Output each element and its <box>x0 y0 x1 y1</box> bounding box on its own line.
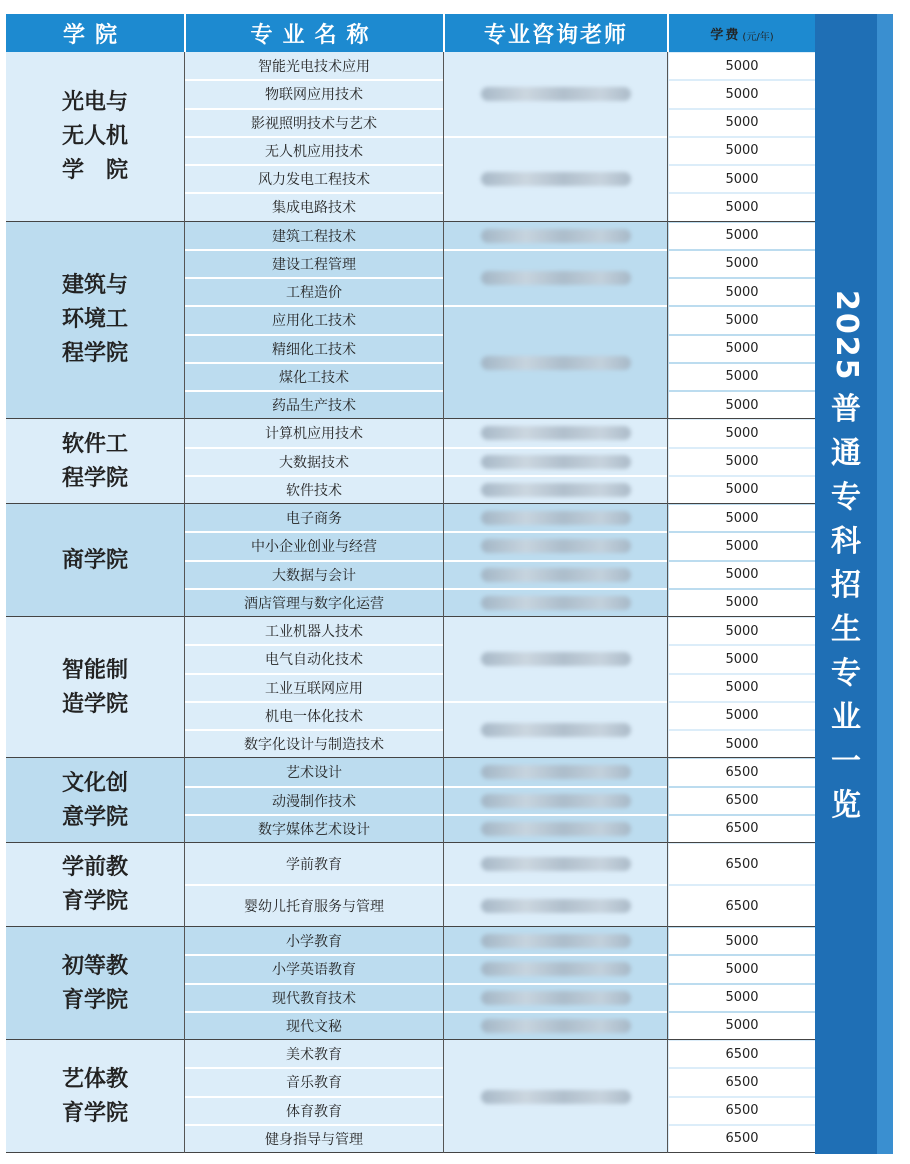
major-name: 动漫制作技术 <box>272 793 356 810</box>
tuition-value: 5000 <box>669 392 815 418</box>
redacted-contact <box>481 1019 631 1033</box>
tuition-value: 6500 <box>669 816 815 842</box>
tuition-cell <box>668 815 816 843</box>
major-name: 应用化工技术 <box>272 313 356 330</box>
tuition-value: 5000 <box>669 731 815 757</box>
tuition-cell <box>668 1125 816 1153</box>
side-title-char: 普 <box>831 391 861 427</box>
major-name: 精细化工技术 <box>272 341 356 358</box>
row-divider <box>185 1096 443 1098</box>
major-name: 机电一体化技术 <box>265 708 363 725</box>
tuition-value: 5000 <box>669 279 815 305</box>
tuition-value: 5000 <box>669 223 815 249</box>
redacted-contact <box>481 822 631 836</box>
row-divider <box>185 644 443 646</box>
teacher-divider <box>444 447 667 449</box>
college-divider <box>6 1152 815 1153</box>
tuition-value: 5000 <box>669 307 815 333</box>
tuition-value: 6500 <box>669 1069 815 1095</box>
redacted-contact <box>481 356 631 370</box>
teacher-cell <box>444 589 667 617</box>
tuition-value: 5000 <box>669 646 815 672</box>
side-title-char: 科 <box>831 523 861 559</box>
teacher-cell <box>444 448 667 476</box>
major-name: 建筑工程技术 <box>272 228 356 245</box>
major-name: 学前教育 <box>286 857 342 873</box>
tuition-cell <box>668 419 816 447</box>
teacher-cell <box>444 984 667 1012</box>
tuition-value: 5000 <box>669 138 815 164</box>
row-divider <box>185 447 443 449</box>
redacted-contact <box>481 568 631 582</box>
header-fee: 学费 (元/年) <box>669 14 815 52</box>
tuition-cell <box>668 730 816 758</box>
teacher-divider <box>444 305 667 307</box>
major-name: 现代教育技术 <box>272 990 356 1007</box>
teacher-cell <box>444 702 667 759</box>
major-name: 工业机器人技术 <box>265 624 363 641</box>
tuition-value: 6500 <box>669 1098 815 1124</box>
teacher-divider <box>444 531 667 533</box>
tuition-cell <box>668 561 816 589</box>
tuition-cell <box>668 1097 816 1125</box>
major-name: 小学英语教育 <box>272 962 356 979</box>
column-divider <box>443 52 444 1153</box>
teacher-cell <box>444 1040 667 1153</box>
column-divider <box>184 52 185 1153</box>
college-name: 学前教 育学院 <box>61 855 128 914</box>
header-college: 学院 <box>6 14 184 52</box>
row-divider <box>185 334 443 336</box>
tuition-cell <box>668 391 816 419</box>
tuition-value: 5000 <box>669 956 815 982</box>
major-name: 音乐教育 <box>286 1075 342 1092</box>
row-divider <box>185 729 443 731</box>
side-title-char: 招 <box>831 567 861 603</box>
tuition-cell <box>668 448 816 476</box>
row-divider <box>185 954 443 956</box>
tuition-value: 5000 <box>669 53 815 79</box>
tuition-value: 5000 <box>669 364 815 390</box>
tuition-cell <box>668 843 816 885</box>
tuition-cell <box>668 278 816 306</box>
teacher-cell <box>444 476 667 504</box>
row-divider <box>185 701 443 703</box>
teacher-cell <box>444 955 667 983</box>
teacher-cell <box>444 815 667 843</box>
major-name: 无人机应用技术 <box>265 143 363 160</box>
redacted-contact <box>481 87 631 101</box>
teacher-cell <box>444 306 667 419</box>
tuition-cell <box>668 674 816 702</box>
side-title-char: 专 <box>831 479 861 515</box>
tuition-cell <box>668 885 816 927</box>
teacher-cell <box>444 787 667 815</box>
row-divider <box>185 79 443 81</box>
teacher-cell <box>444 504 667 532</box>
redacted-contact <box>481 455 631 469</box>
redacted-contact <box>481 1090 631 1104</box>
teacher-cell <box>444 250 667 307</box>
major-name: 工业互联网应用 <box>265 680 363 697</box>
teacher-divider <box>444 786 667 788</box>
row-divider <box>185 305 443 307</box>
redacted-contact <box>481 483 631 497</box>
tuition-value: 6500 <box>669 788 815 814</box>
teacher-cell <box>444 843 667 885</box>
tuition-value: 5000 <box>669 533 815 559</box>
tuition-value: 6500 <box>669 759 815 785</box>
tuition-value: 5000 <box>669 477 815 503</box>
teacher-cell <box>444 561 667 589</box>
teacher-divider <box>444 249 667 251</box>
row-divider <box>185 164 443 166</box>
row-divider <box>185 192 443 194</box>
row-divider <box>185 1067 443 1069</box>
tuition-cell <box>668 222 816 250</box>
tuition-cell <box>668 1012 816 1040</box>
tuition-cell <box>668 476 816 504</box>
major-name: 现代文秘 <box>286 1018 342 1035</box>
tuition-cell <box>668 109 816 137</box>
tuition-value: 5000 <box>669 703 815 729</box>
college-name: 艺体教 育学院 <box>61 1066 128 1126</box>
redacted-contact <box>481 652 631 666</box>
header-teacher: 专业咨询老师 <box>445 14 667 52</box>
tuition-cell <box>668 532 816 560</box>
teacher-divider <box>444 560 667 562</box>
tuition-cell <box>668 193 816 221</box>
tuition-cell <box>668 645 816 673</box>
tuition-value: 6500 <box>669 1126 815 1152</box>
side-title-char: 一 <box>831 743 861 779</box>
major-name: 集成电路技术 <box>272 200 356 217</box>
tuition-value: 6500 <box>669 844 815 884</box>
major-name: 酒店管理与数字化运营 <box>244 595 384 612</box>
college-name: 智能制 造学院 <box>61 657 128 717</box>
tuition-cell <box>668 165 816 193</box>
major-name: 婴幼儿托育服务与管理 <box>244 899 384 915</box>
redacted-contact <box>481 596 631 610</box>
row-divider <box>185 588 443 590</box>
teacher-divider <box>444 701 667 703</box>
row-divider <box>185 249 443 251</box>
redacted-contact <box>481 991 631 1005</box>
column-divider <box>667 52 668 1153</box>
row-divider <box>185 362 443 364</box>
tuition-cell <box>668 955 816 983</box>
tuition-cell <box>668 787 816 815</box>
major-name: 体育教育 <box>286 1103 342 1120</box>
redacted-contact <box>481 765 631 779</box>
tuition-value: 5000 <box>669 110 815 136</box>
teacher-divider <box>444 136 667 138</box>
tuition-cell <box>668 1040 816 1068</box>
teacher-divider <box>444 983 667 985</box>
redacted-contact <box>481 271 631 285</box>
tuition-value: 5000 <box>669 251 815 277</box>
tuition-value: 6500 <box>669 886 815 926</box>
tuition-cell <box>668 927 816 955</box>
side-title-char: 业 <box>831 699 861 735</box>
row-divider <box>185 475 443 477</box>
major-name: 电子商务 <box>286 511 342 528</box>
row-divider <box>185 277 443 279</box>
tuition-cell <box>668 137 816 165</box>
teacher-divider <box>444 954 667 956</box>
tuition-cell <box>668 52 816 80</box>
tuition-cell <box>668 758 816 786</box>
side-title-char: 通 <box>831 435 861 471</box>
college-name: 初等教 育学院 <box>61 953 128 1013</box>
teacher-cell <box>444 927 667 955</box>
tuition-cell <box>668 1068 816 1096</box>
side-title-char: 生 <box>831 611 861 647</box>
major-name: 大数据技术 <box>279 454 349 471</box>
tuition-value: 5000 <box>669 505 815 531</box>
major-name: 健身指导与管理 <box>265 1131 363 1148</box>
tuition-value: 5000 <box>669 1013 815 1039</box>
college-name: 建筑与 环境工 程学院 <box>61 273 128 367</box>
row-divider <box>185 108 443 110</box>
major-name: 电气自动化技术 <box>265 652 363 669</box>
row-divider <box>185 1011 443 1013</box>
tuition-cell <box>668 335 816 363</box>
college-name: 文化创 意学院 <box>61 770 128 830</box>
major-name: 数字化设计与制造技术 <box>244 737 384 754</box>
teacher-cell <box>444 137 667 222</box>
teacher-divider <box>444 884 667 886</box>
redacted-contact <box>481 426 631 440</box>
major-name: 中小企业创业与经营 <box>251 539 377 556</box>
tuition-value: 5000 <box>669 675 815 701</box>
tuition-cell <box>668 984 816 1012</box>
major-name: 建设工程管理 <box>272 256 356 273</box>
major-name: 软件技术 <box>286 482 342 499</box>
major-name: 数字媒体艺术设计 <box>258 821 370 838</box>
header-major: 专业名称 <box>186 14 443 52</box>
teacher-divider <box>444 588 667 590</box>
tuition-value: 6500 <box>669 1041 815 1067</box>
tuition-cell <box>668 617 816 645</box>
tuition-cell <box>668 363 816 391</box>
teacher-cell <box>444 1012 667 1040</box>
major-name: 风力发电工程技术 <box>258 172 370 189</box>
major-name: 影视照明技术与艺术 <box>251 115 377 132</box>
row-divider <box>185 814 443 816</box>
row-divider <box>185 390 443 392</box>
row-divider <box>185 786 443 788</box>
major-name: 艺术设计 <box>286 765 342 782</box>
side-title-char: 专 <box>831 655 861 691</box>
row-divider <box>185 884 443 886</box>
redacted-contact <box>481 899 631 913</box>
major-name: 智能光电技术应用 <box>258 59 370 76</box>
tuition-cell <box>668 589 816 617</box>
tuition-value: 5000 <box>669 449 815 475</box>
redacted-contact <box>481 511 631 525</box>
row-divider <box>185 673 443 675</box>
tuition-cell <box>668 306 816 334</box>
row-divider <box>185 560 443 562</box>
tuition-value: 5000 <box>669 562 815 588</box>
teacher-divider <box>444 475 667 477</box>
teacher-cell <box>444 885 667 927</box>
side-title-year: 2025 <box>829 290 864 382</box>
teacher-divider <box>444 814 667 816</box>
redacted-contact <box>481 794 631 808</box>
tuition-cell <box>668 504 816 532</box>
side-title <box>815 290 877 828</box>
tuition-cell <box>668 250 816 278</box>
side-edge-strip <box>877 14 893 1154</box>
college-name: 软件工 程学院 <box>61 431 128 491</box>
teacher-cell <box>444 617 667 702</box>
major-name: 计算机应用技术 <box>265 426 363 443</box>
redacted-contact <box>481 229 631 243</box>
tuition-value: 5000 <box>669 336 815 362</box>
redacted-contact <box>481 934 631 948</box>
major-name: 煤化工技术 <box>279 369 349 386</box>
row-divider <box>185 136 443 138</box>
row-divider <box>185 1124 443 1126</box>
tuition-cell <box>668 80 816 108</box>
teacher-cell <box>444 419 667 447</box>
row-divider <box>185 983 443 985</box>
teacher-cell <box>444 758 667 786</box>
redacted-contact <box>481 962 631 976</box>
teacher-cell <box>444 532 667 560</box>
fee-unit: (元/年) <box>742 31 774 43</box>
major-name: 工程造价 <box>286 285 342 302</box>
tuition-value: 5000 <box>669 928 815 954</box>
tuition-value: 5000 <box>669 985 815 1011</box>
redacted-contact <box>481 857 631 871</box>
tuition-value: 5000 <box>669 166 815 192</box>
tuition-value: 5000 <box>669 194 815 220</box>
tuition-value: 5000 <box>669 81 815 107</box>
major-name: 物联网应用技术 <box>265 87 363 104</box>
major-name: 美术教育 <box>286 1047 342 1064</box>
teacher-cell <box>444 222 667 250</box>
college-name: 商学院 <box>61 547 128 573</box>
major-name: 大数据与会计 <box>272 567 356 584</box>
row-divider <box>185 531 443 533</box>
college-name: 光电与 无人机 学 院 <box>61 89 128 183</box>
tuition-value: 5000 <box>669 590 815 616</box>
teacher-cell <box>444 52 667 137</box>
tuition-value: 5000 <box>669 420 815 446</box>
redacted-contact <box>481 539 631 553</box>
side-title-char: 览 <box>831 787 861 823</box>
major-name: 小学教育 <box>286 934 342 951</box>
tuition-value: 5000 <box>669 618 815 644</box>
teacher-divider <box>444 1011 667 1013</box>
tuition-cell <box>668 702 816 730</box>
redacted-contact <box>481 172 631 186</box>
redacted-contact <box>481 723 631 737</box>
major-name: 药品生产技术 <box>272 398 356 415</box>
